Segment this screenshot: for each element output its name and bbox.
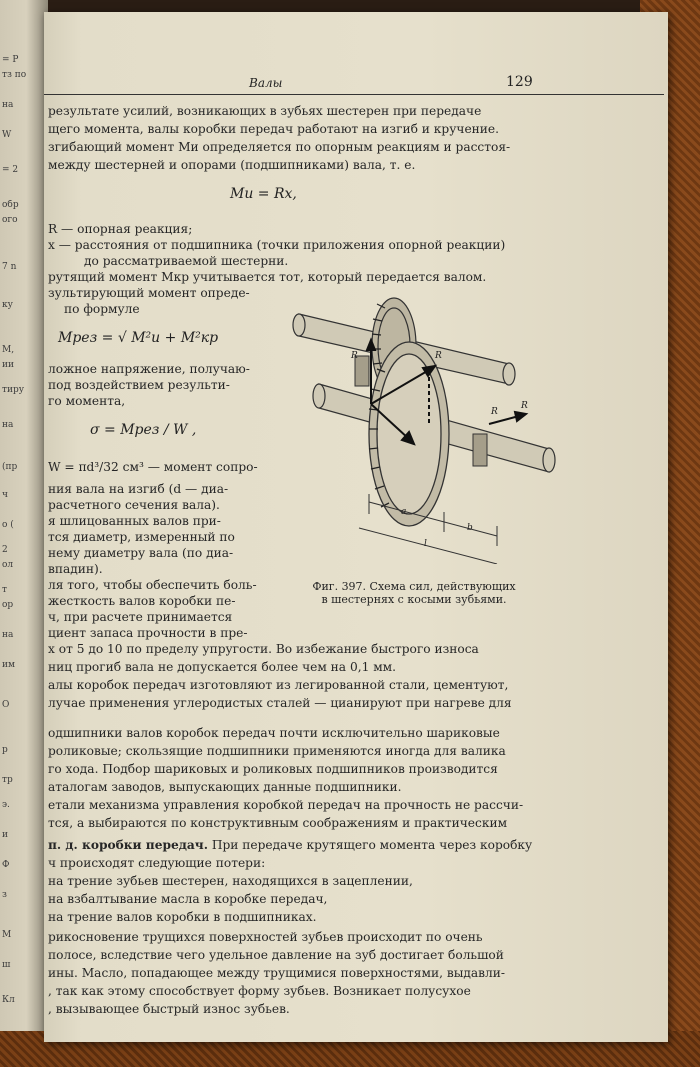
text-line: етали механизма управления коробкой передач на прочность не рассчи- (48, 798, 524, 812)
adjacent-page-edge (0, 0, 48, 1067)
binding-fragment: ч (2, 490, 8, 500)
binding-fragment: Ф (2, 860, 10, 870)
binding-fragment: тр (2, 775, 13, 785)
force-label: R (435, 351, 442, 361)
text-line: роликовые; скользящие подшипники применяются иногда для валика (48, 744, 506, 758)
binding-fragment: т (2, 585, 7, 595)
text-line: по формуле (64, 302, 140, 316)
text-line: полосе, вследствие чего удельное давление на зуб достигает большой (48, 948, 504, 962)
binding-fragment: ор (2, 600, 14, 610)
text-line: х от 5 до 10 по пределу упругости. Во избежание быстрого износа (48, 642, 479, 656)
text-line: тся, а выбираются по конструктивным соображениям и практическим (48, 816, 508, 830)
text-line: W = πd³/32 см³ — момент сопро- (48, 460, 258, 474)
figure-caption (264, 580, 564, 606)
binding-fragment: тиру (2, 385, 25, 395)
formula-stress: σ = Mрез / W , (90, 422, 197, 438)
binding-fragment: О (2, 700, 10, 710)
running-head: Валы (249, 76, 283, 90)
gear-force-diagram (259, 274, 559, 564)
binding-fragment: э. (2, 800, 10, 810)
text-line: R — опорная реакция; (48, 222, 193, 236)
text-line: ч происходят следующие потери: (48, 856, 266, 870)
binding-fragment: на (2, 630, 14, 640)
text-line: x — расстояния от подшипника (точки приложения опорной реакции) (48, 238, 506, 252)
text-line: , вызывающее быстрый износ зубьев. (48, 1002, 290, 1016)
caption-line: в шестернях с косыми зубьями. (321, 593, 507, 606)
binding-fragment: 7 n (2, 262, 17, 272)
dimension-label: a (401, 507, 407, 517)
text-line: аталогам заводов, выпускающих данные подшипники. (48, 780, 402, 794)
text-line: жесткость валов коробки пе- (48, 594, 236, 608)
binding-fragment: М, (2, 345, 15, 355)
text-line: го хода. Подбор шариковых и роликовых подшипников производится (48, 762, 498, 776)
text-line: згибающий момент Mи определяется по опорным реакциям и расстоя- (48, 140, 511, 154)
section-heading: п. д. коробки передач. (48, 838, 208, 852)
binding-fragment: ш (2, 960, 11, 970)
text-line: ля того, чтобы обеспечить боль- (48, 578, 257, 592)
binding-fragment: тз по (2, 70, 27, 80)
section-line (48, 838, 532, 852)
binding-fragment: ого (2, 215, 18, 225)
dimension-label: l (424, 539, 427, 549)
formula-resultant-moment: Mрез = √ M²и + M²кр (58, 330, 219, 346)
text-line: под воздействием результи- (48, 378, 230, 392)
binding-fragment: о ( (2, 520, 14, 530)
dimension-label: b (467, 523, 473, 533)
text-line: до рассматриваемой шестерни. (84, 254, 289, 268)
binding-fragment: W (2, 130, 12, 140)
binding-fragment: p (2, 745, 8, 755)
text-line: впадин). (48, 562, 103, 576)
binding-fragment: 2 (2, 545, 8, 555)
text-line: между шестерней и опорами (подшипниками) вала, т. е. (48, 158, 416, 172)
text-line: зультирующий момент опреде- (48, 286, 250, 300)
text-line: щего момента, валы коробки передач работают на изгиб и кручение. (48, 122, 499, 136)
binding-fragment: ол (2, 560, 14, 570)
binding-fragment: М (2, 930, 12, 940)
binding-fragment: = Р (2, 55, 19, 65)
force-label: R (491, 407, 498, 417)
list-item: на трение зубьев шестерен, находящихся в зацеплении, (48, 874, 413, 888)
text-line: ины. Масло, попадающее между трущимися поверхностями, выдавли- (48, 966, 506, 980)
list-item: на взбалтывание масла в коробке передач, (48, 892, 328, 906)
list-item: на трение валов коробки в подшипниках. (48, 910, 317, 924)
text-line: циент запаса прочности в пре- (48, 626, 248, 640)
binding-fragment: обр (2, 200, 19, 210)
text-line: го момента, (48, 394, 126, 408)
formula-bending-moment: Mи = Rx, (230, 186, 297, 202)
force-label: R (351, 351, 358, 361)
text-line: ниц прогиб вала не допускается более чем на 0,1 мм. (48, 660, 397, 674)
binding-fragment: = 2 (2, 165, 19, 175)
text-line: результате усилий, возникающих в зубьях шестерен при передаче (48, 104, 482, 118)
caption-line: Фиг. 397. Схема сил, действующих (312, 580, 516, 593)
text-line: рутящий момент Mкр учитывается тот, который передается валом. (48, 270, 487, 284)
text-line: алы коробок передач изготовляют из легированной стали, цементуют, (48, 678, 509, 692)
binding-fragment: на (2, 420, 14, 430)
force-label: R (521, 401, 528, 411)
section-text: При передаче крутящего момента через коробку (207, 838, 533, 852)
binding-fragment: на (2, 100, 14, 110)
page-header (44, 74, 664, 95)
binding-fragment: и (2, 830, 8, 840)
text-line: расчетного сечения вала). (48, 498, 220, 512)
binding-fragment: ку (2, 300, 13, 310)
binding-fragment: им (2, 660, 15, 670)
text-line: рикосновение трущихся поверхностей зубьев происходит по очень (48, 930, 483, 944)
figure-gear-forces (259, 274, 559, 564)
text-line: ч, при расчете принимается (48, 610, 233, 624)
text-line: лучае применения углеродистых сталей — цианируют при нагреве для (48, 696, 512, 710)
binding-fragment: (пр (2, 462, 18, 472)
binding-fragment: з (2, 890, 7, 900)
text-line: ложное напряжение, получаю- (48, 362, 250, 376)
text-line: нему диаметру вала (по диа- (48, 546, 234, 560)
text-line: , так как этому способствует форму зубьев. Возникает полусухое (48, 984, 471, 998)
binding-fragment: ии (2, 360, 14, 370)
book-page (44, 12, 668, 1042)
page-number: 129 (506, 74, 533, 90)
binding-fragment: Кл (2, 995, 15, 1005)
text-line: я шлицованных валов при- (48, 514, 221, 528)
text-line: одшипники валов коробок передач почти исключительно шариковые (48, 726, 500, 740)
text-line: тся диаметр, измеренный по (48, 530, 235, 544)
text-line: ния вала на изгиб (d — диа- (48, 482, 229, 496)
